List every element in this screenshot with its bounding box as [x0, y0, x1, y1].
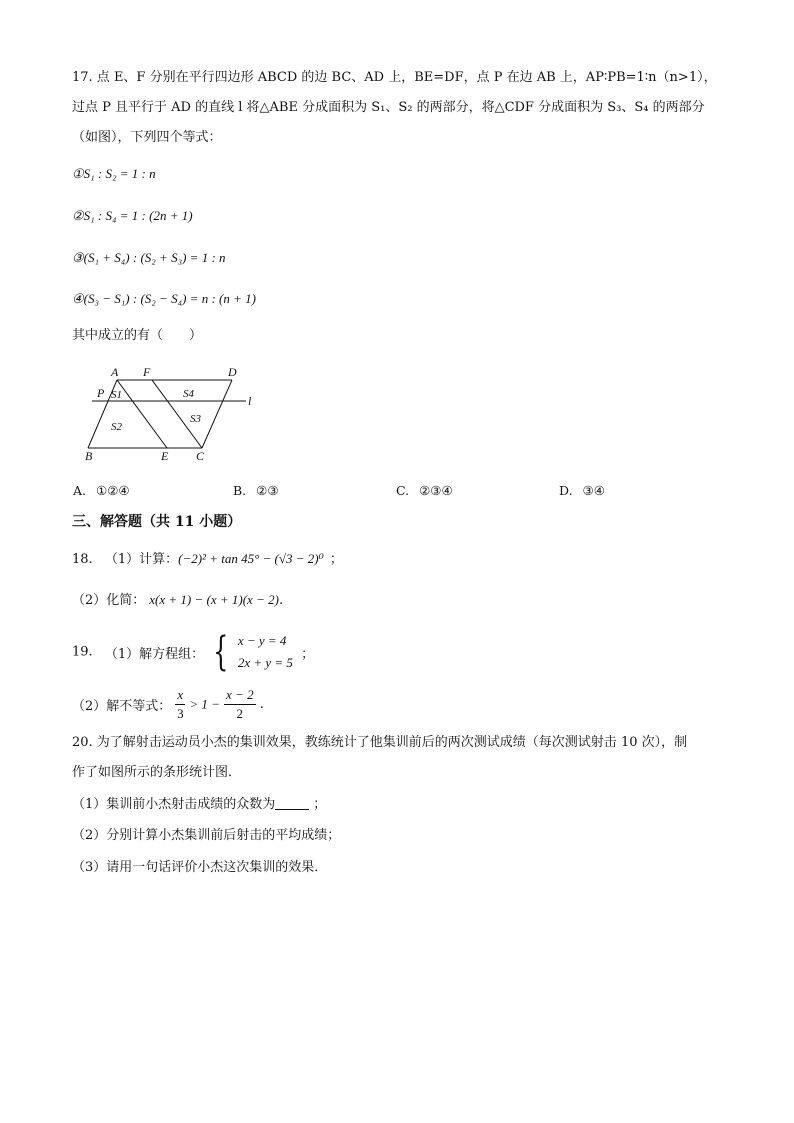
q18-part1-end: ；	[329, 552, 343, 567]
q18-part2-label: （2）化简：	[72, 593, 146, 608]
equation-system	[208, 630, 293, 674]
option-a-letter: A.	[73, 483, 87, 498]
q17-equation-3: ③(S₁ + S₄) : (S₂ + S₃) = 1 : n	[72, 250, 226, 265]
label-l: l	[248, 394, 252, 408]
q17-equation-2: ②S₁ : S₄ = 1 : (2n + 1)	[72, 208, 193, 223]
q17-equation-1: ①S₁ : S₂ = 1 : n	[72, 166, 156, 181]
q18-number: 18.	[72, 552, 93, 567]
option-b-letter: B.	[233, 483, 247, 498]
q19-part1-label: （1）解方程组：	[104, 646, 205, 662]
option-b[interactable]	[233, 483, 279, 498]
option-c-text: ②③④	[419, 483, 453, 498]
q20-line1: 20. 为了解射击运动员小杰的集训效果，教练统计了他集训前后的两次测试成绩（每次测试射击 10 次），制	[72, 735, 688, 750]
q18-part1-label: （1）计算：	[104, 552, 179, 567]
q20-item1	[72, 795, 326, 815]
q17-equation-4: ④(S₃ − S₁) : (S₂ − S₄) = n : (n + 1)	[72, 291, 256, 306]
option-d-letter: D.	[559, 483, 573, 498]
q17-question: 其中成立的有（ ）	[72, 328, 203, 343]
label-d: D	[228, 365, 237, 379]
parallelogram-figure	[80, 362, 270, 466]
q20-item1-text: （1）集训前小杰射击成绩的众数为	[72, 797, 276, 812]
brace-icon: {	[213, 629, 229, 675]
option-c[interactable]	[396, 483, 453, 498]
fraction-1-numerator: x	[175, 686, 185, 705]
q20-item1-end: ；	[313, 797, 327, 812]
q19-part1-end: ；	[301, 646, 315, 662]
system-row-1: x − y = 4	[237, 633, 287, 648]
option-c-letter: C.	[396, 483, 410, 498]
q19-part2-label: （2）解不等式：	[72, 699, 172, 714]
fraction-2-numerator: x − 2	[224, 686, 256, 705]
q17-line2: 过点 P 且平行于 AD 的直线 l 将△ABE 分成面积为 S₁、S₂ 的两部分，将△CDF 分成面积为 S₃、S₄ 的两部分	[72, 100, 705, 115]
side-dc	[202, 380, 232, 448]
label-c: C	[196, 449, 205, 463]
q19-number: 19.	[72, 644, 93, 660]
q17-line1: 17. 点 E、F 分别在平行四边形 ABCD 的边 BC、AD 上，BE=DF，点 P 在边 AB 上，AP∶PB=1∶n（n>1），	[72, 70, 717, 85]
label-s4: S4	[183, 388, 194, 400]
label-s2: S2	[111, 421, 122, 433]
q18-part2	[72, 590, 283, 611]
q18-part1	[72, 549, 343, 570]
q17-line3: （如图），下列四个等式：	[72, 130, 222, 145]
q18-part1-expression: (−2)² + tan 45° − (√3 − 2)⁰	[178, 551, 324, 566]
section-heading: 三、解答题（共 11 小题）	[72, 514, 242, 530]
option-d[interactable]	[559, 483, 605, 498]
option-a[interactable]	[73, 483, 130, 498]
q19-part2-end: .	[259, 697, 264, 712]
q19-part2	[72, 686, 264, 723]
system-row-2: 2x + y = 5	[237, 655, 293, 670]
label-p: P	[97, 386, 105, 400]
label-f: F	[143, 365, 151, 379]
label-e: E	[161, 449, 169, 463]
fraction-x-over-3	[175, 686, 185, 723]
option-b-text: ②③	[256, 483, 279, 498]
q20-line2: 作了如图所示的条形统计图．	[72, 765, 242, 780]
q18-part2-end: .	[278, 593, 284, 608]
q19-part1	[72, 630, 314, 674]
fraction-2-denominator: 2	[236, 706, 244, 721]
q18-part2-expression: x(x + 1) − (x + 1)(x − 2)	[149, 592, 279, 607]
answer-blank[interactable]	[275, 796, 309, 810]
label-a: A	[111, 365, 119, 379]
label-s1: S1	[111, 389, 122, 401]
fraction-x-minus-2-over-2	[224, 686, 256, 723]
inequality-middle: > 1 −	[189, 696, 220, 712]
q20-item3: （3）请用一句话评价小杰这次集训的效果．	[72, 860, 328, 875]
fraction-1-denominator: 3	[177, 706, 184, 721]
option-a-text: ①②④	[96, 483, 130, 498]
label-s3: S3	[190, 413, 201, 425]
option-d-text: ③④	[582, 483, 605, 498]
label-b: B	[85, 449, 93, 463]
q20-item2: （2）分别计算小杰集训前后射击的平均成绩；	[72, 828, 341, 843]
